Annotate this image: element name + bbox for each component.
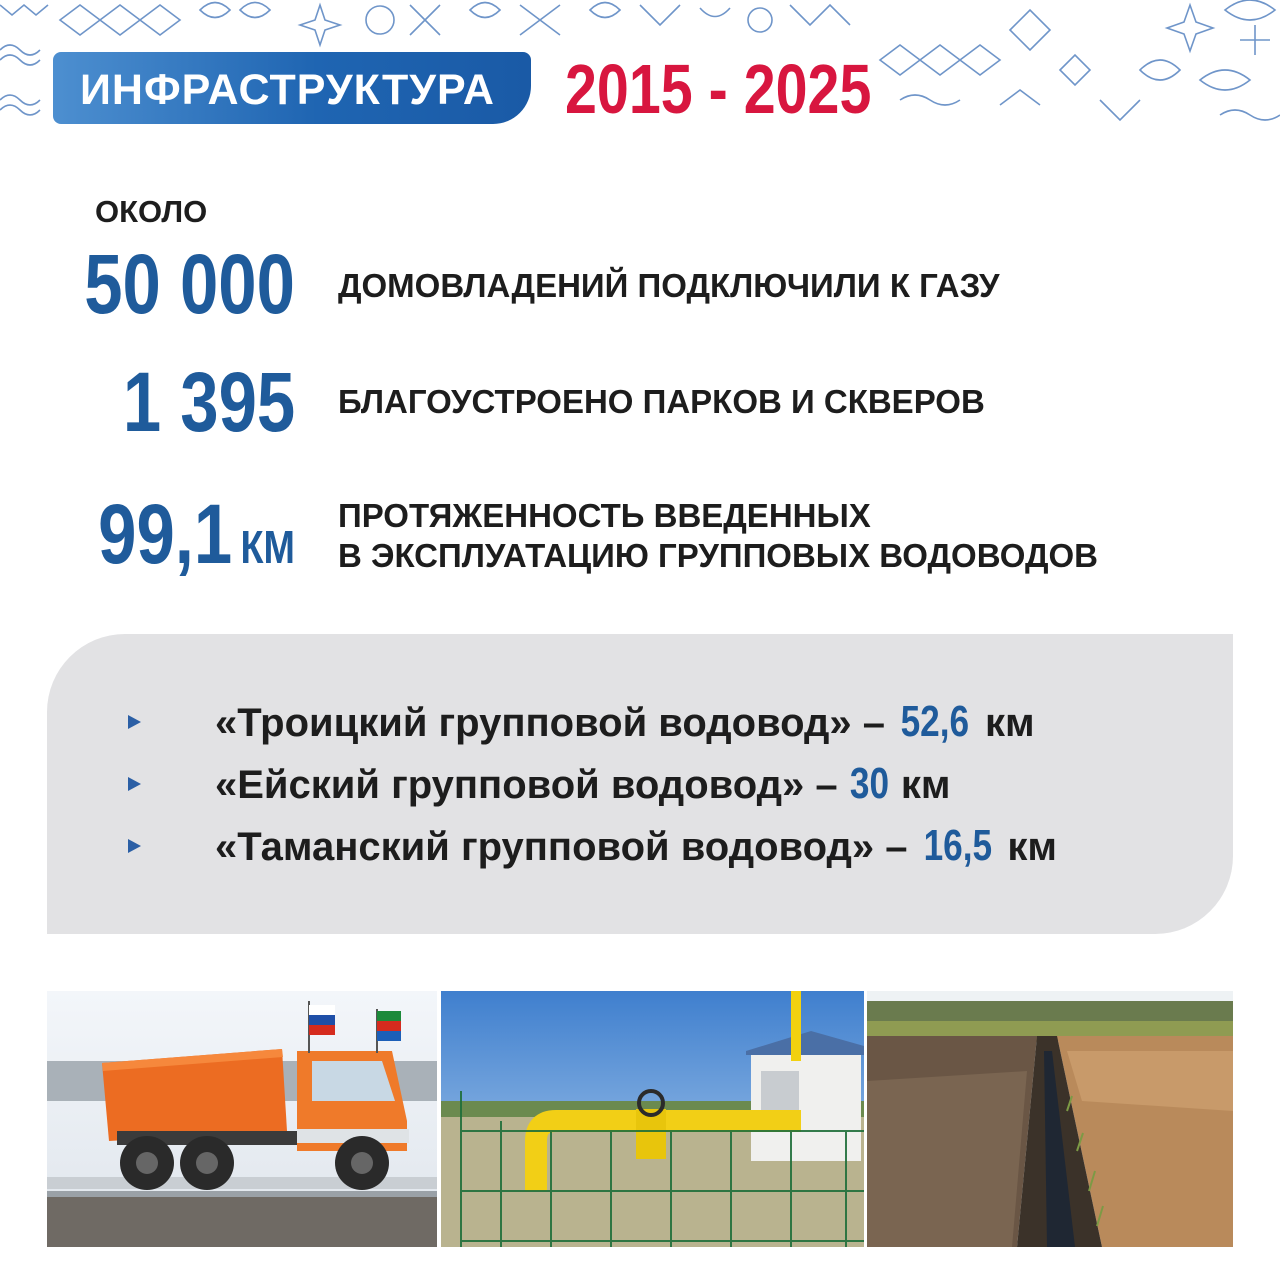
stat-value-water-number: 99,1 xyxy=(98,487,233,581)
triangle-bullet-icon xyxy=(128,777,141,791)
water-line-length: 16,5 xyxy=(923,821,992,870)
water-line-unit: км xyxy=(900,763,951,807)
year-range: 2015 - 2025 xyxy=(565,50,872,128)
list-item-text xyxy=(215,759,950,810)
stat-value-water-unit: КМ xyxy=(240,521,295,573)
stat-prefix: ОКОЛО xyxy=(95,194,208,229)
stat-label-water-line2: В ЭКСПЛУАТАЦИЮ ГРУППОВЫХ ВОДОВОДОВ xyxy=(338,537,1098,574)
stat-label-gas: ДОМОВЛАДЕНИЙ ПОДКЛЮЧИЛИ К ГАЗУ xyxy=(338,267,1000,304)
stat-value-water xyxy=(98,486,295,595)
section-title: ИНФРАСТРУКТУРА xyxy=(80,66,495,114)
stat-label-parks: БЛАГОУСТРОЕНО ПАРКОВ И СКВЕРОВ xyxy=(338,383,985,420)
gas-station-photo xyxy=(441,991,864,1247)
water-line-name: «Ейский групповой водовод» – xyxy=(215,763,838,807)
list-item xyxy=(125,759,1205,809)
water-line-name: «Троицкий групповой водовод» – xyxy=(215,701,886,745)
stat-label-water xyxy=(338,496,1098,576)
stat-label-water-line1: ПРОТЯЖЕННОСТЬ ВВЕДЕННЫХ xyxy=(338,497,871,534)
water-line-length: 30 xyxy=(849,759,889,808)
water-line-name: «Таманский групповой водовод» – xyxy=(215,825,908,869)
list-item xyxy=(125,821,1205,871)
list-item xyxy=(125,697,1205,747)
stat-value-parks: 1 395 xyxy=(122,355,295,449)
water-line-unit: км xyxy=(984,701,1035,745)
triangle-bullet-icon xyxy=(128,839,141,853)
triangle-bullet-icon xyxy=(128,715,141,729)
list-item-text xyxy=(215,821,1057,872)
dump-truck-photo xyxy=(47,991,437,1247)
trench-pipeline-photo xyxy=(867,991,1233,1247)
stat-value-gas: 50 000 xyxy=(84,237,295,331)
water-line-length: 52,6 xyxy=(900,697,970,746)
list-item-text xyxy=(215,697,1035,748)
water-line-unit: км xyxy=(1007,825,1057,869)
